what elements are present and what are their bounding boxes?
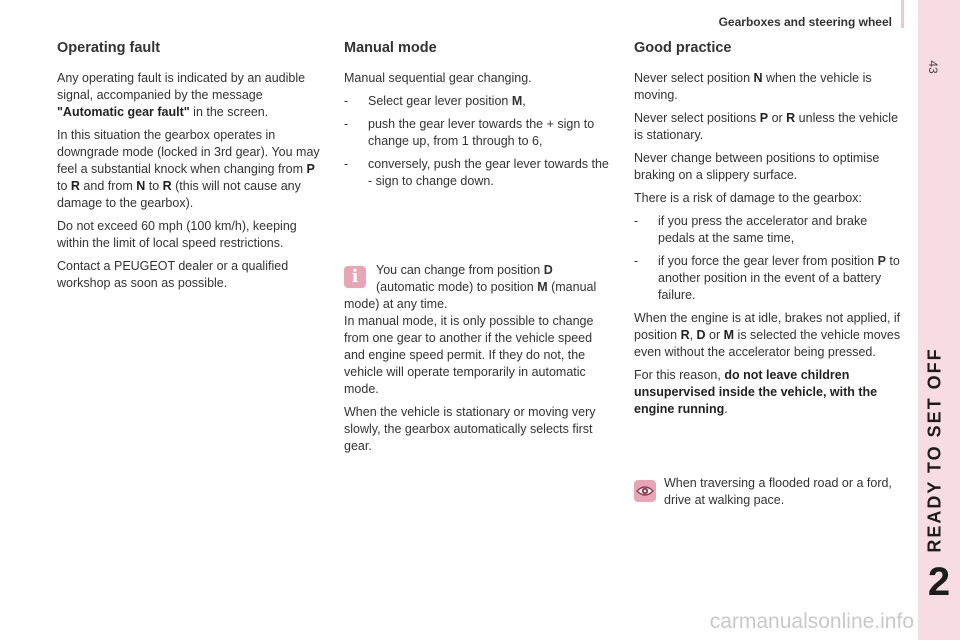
operating-fault-section [57,40,325,298]
dash-bullet: - [344,117,349,131]
text-run: or [705,328,724,342]
advice-note [634,475,904,509]
text-run: Any operating fault is indicated by an audible signal, accompanied by the message [57,71,306,102]
gear-position: N [136,179,146,193]
dash-bullet: - [344,157,349,171]
gear-position: P [877,254,886,268]
operating-fault-paragraph [57,70,325,121]
dash-bullet: - [634,254,639,268]
info-note [344,262,612,313]
text-run: is selected the vehicle moves even without the accelerator being pressed. [634,328,901,359]
operating-fault-heading: Operating fault [57,40,161,56]
gear-position: M [723,328,735,342]
text-run: , [522,94,526,108]
gearbox-risk-list [634,213,904,304]
text-run: When the engine is at idle, brakes not applied, if position [634,311,901,342]
gear-position: R [162,179,172,193]
gear-position: D [696,328,706,342]
children-warning-paragraph [634,367,904,418]
eye-icon [634,480,656,502]
contact-dealer-paragraph: Contact a PEUGEOT dealer or a qualified workshop as soon as possible. [57,259,289,290]
gear-position: N [753,71,763,85]
gear-position: D [543,263,553,277]
text-run: to another position in the event of a battery failure. [658,254,900,302]
info-icon: i [344,266,366,288]
text-run: (this will not cause any damage to the gearbox). [57,179,301,210]
downgrade-mode-paragraph [57,127,325,212]
chapter-title: READY TO SET OFF [924,347,945,553]
advice-note-text: When traversing a flooded road or a ford, drive at walking pace. [664,476,892,507]
text-run: push the gear lever towards the + sign to change up, from 1 through to 6, [368,117,595,148]
good-practice-paragraph: There is a risk of damage to the gearbox: [634,191,862,205]
gear-position: M [537,280,548,294]
text-run: Never select positions [634,111,760,125]
text-run: Never select position [634,71,754,85]
text-run: if you force the gear lever from position [658,254,878,268]
list-item [344,116,612,150]
text-run: and from [79,179,137,193]
running-header: Gearboxes and steering wheel [718,15,892,29]
text-run: , [689,328,697,342]
list-item [634,213,904,247]
manual-mode-limits-paragraph: In manual mode, it is only possible to change from one gear to another if the vehicle speed and engine speed permit. If they do not, the vehicle will operate temporarily in automatic mode. [344,314,594,396]
gear-position: P [759,111,769,125]
text-run: (automatic mode) to position [376,280,538,294]
text-run: conversely, push the gear lever towards the - sign to change down. [368,157,609,188]
text-run: You can change from position [376,263,544,277]
text-run: unless the vehicle is stationary. [634,111,899,142]
gear-position: R [70,179,80,193]
first-gear-paragraph: When the vehicle is stationary or moving very slowly, the gearbox automatically selects first gear. [344,405,596,453]
text-run: when the vehicle is moving. [634,71,872,102]
page-number: 43 [926,60,940,74]
gear-position: P [306,162,315,176]
text-run: if you press the accelerator and brake pedals at the same time, [658,214,868,245]
good-practice-paragraph [634,110,904,144]
dash-bullet: - [634,214,639,228]
text-run: Select gear lever position [368,94,512,108]
list-item [344,156,612,190]
children-warning: do not leave children unsupervised inside the vehicle, with the engine running [634,368,878,416]
list-item [344,93,612,110]
text-run: to [145,179,163,193]
watermark: carmanualsonline.info [709,610,914,633]
header-accent-line [901,0,904,28]
gear-position: R [680,328,690,342]
gear-position: R [786,111,796,125]
manual-mode-heading: Manual mode [344,40,437,56]
text-run: . [724,402,728,416]
good-practice-paragraph: Never change between positions to optimise braking on a slippery surface. [634,151,880,182]
good-practice-heading: Good practice [634,40,732,56]
manual-mode-intro: Manual sequential gear changing. [344,71,532,85]
manual-mode-section [344,40,612,461]
list-item [634,253,904,304]
text-run: in the screen. [189,105,269,119]
text-run: For this reason, [634,368,725,382]
text-run: (manual mode) at any time. [344,280,597,311]
fault-message: "Automatic gear fault" [57,105,190,119]
gear-position: M [511,94,523,108]
speed-limit-paragraph: Do not exceed 60 mph (100 km/h), keeping within the limit of local speed restrictions. [57,219,297,250]
good-practice-paragraph [634,70,904,104]
good-practice-section [634,40,904,509]
text-run: or [768,111,787,125]
text-run: to [57,179,71,193]
manual-mode-steps [344,93,612,190]
dash-bullet: - [344,94,349,108]
good-practice-paragraph [634,310,904,361]
text-run: In this situation the gearbox operates in downgrade mode (locked in 3rd gear). You may feel a substantial knock when changing from [57,128,320,176]
chapter-number: 2 [927,560,951,604]
